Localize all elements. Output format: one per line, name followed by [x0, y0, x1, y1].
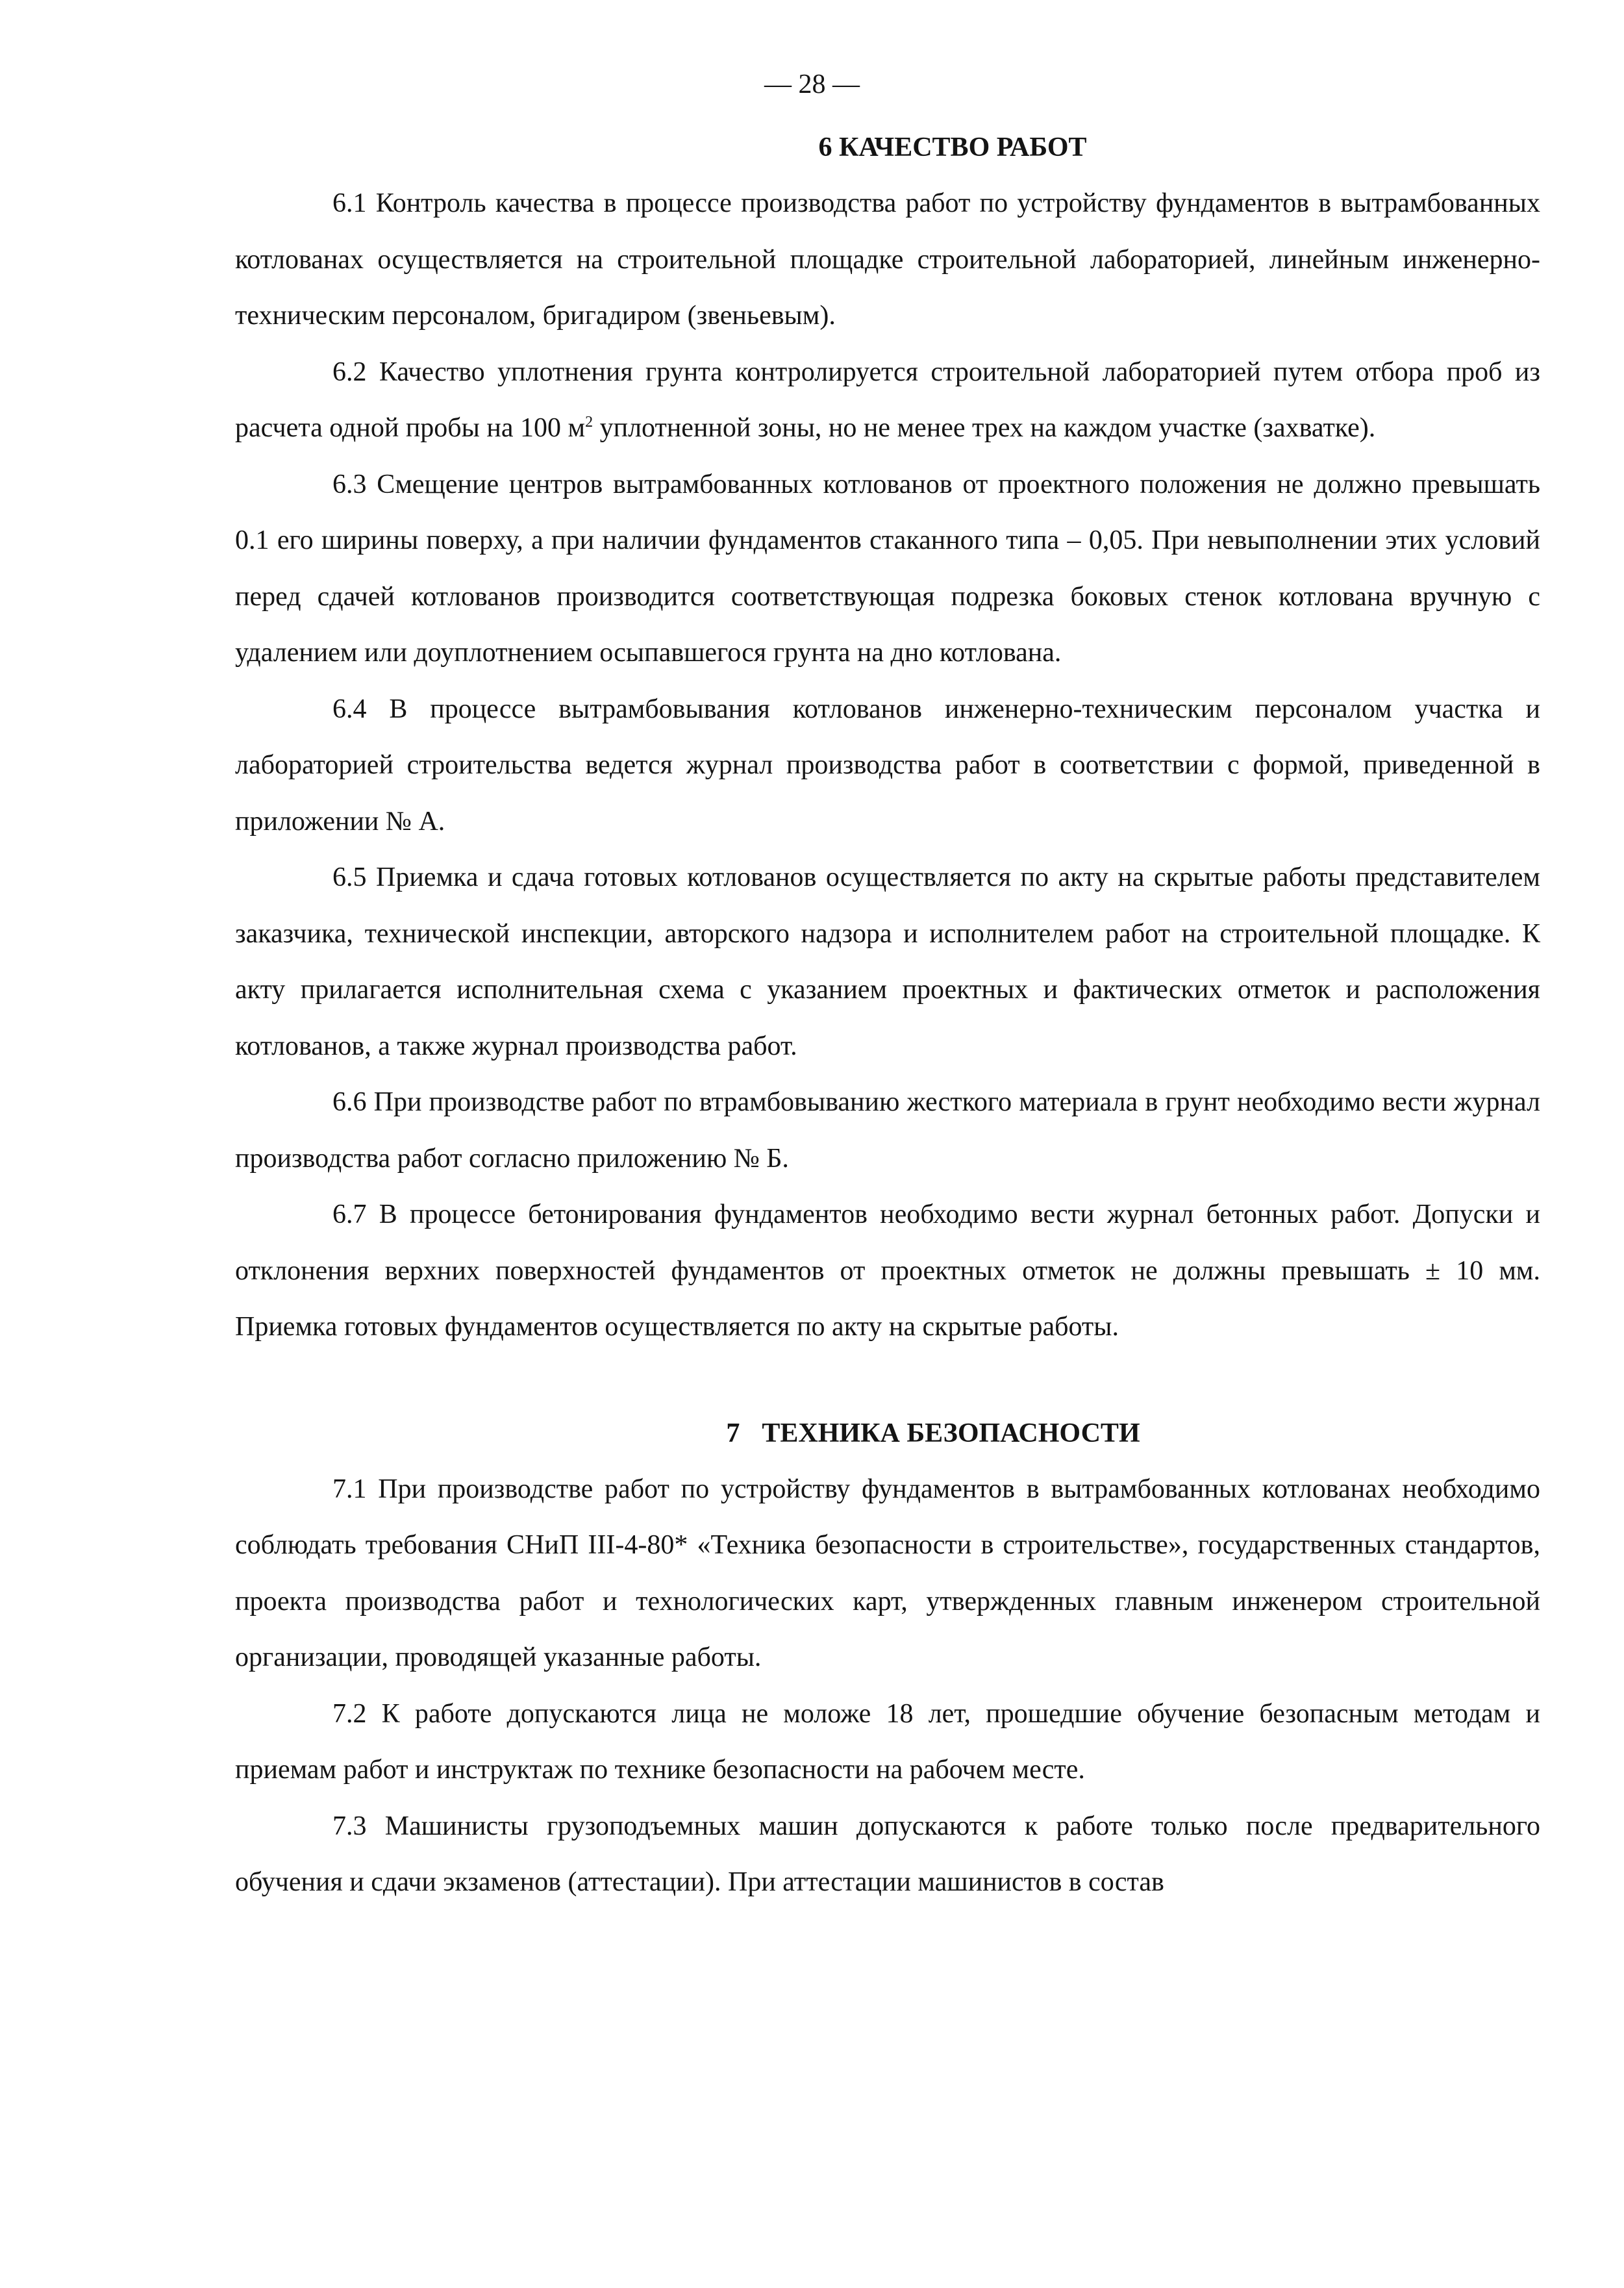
- page-content: [235, 120, 1540, 1911]
- paragraph-6-5: 6.5 Приемка и сдача готовых котлованов осуществляется по акту на скрытые работы представителем заказчика, технической инспекции, авторского надзора и исполнителем работ на строительной площадке. К акту прилагается исполнительная схема с указанием проектных и фактических отметок и расположения котлованов, а также журнал производства работ.: [235, 862, 1540, 1061]
- paragraph-7-1: 7.1 При производстве работ по устройству фундаментов в вытрамбованных котлованах необходимо соблюдать требования СНиП III-4-80* «Техника безопасности в строительстве», государственных стандартов, проекта производства работ и технологических карт, утвержденных главным инженером строительной организации, проводящей указанные работы.: [235, 1474, 1540, 1672]
- superscript-square: 2: [585, 414, 593, 431]
- paragraph-6-2-text-start: 6.2 Качество уплотнения грунта контролируется строительной лабораторией путем отбора проб из расчета одной пробы на 100 м: [235, 357, 1540, 443]
- section-7-title-text: ТЕХНИКА БЕЗОПАСНОСТИ: [762, 1418, 1140, 1448]
- paragraph-6-1: 6.1 Контроль качества в процессе производства работ по устройству фундаментов в вытрамбованных котлованах осуществляется на строительной площадке строительной лабораторией, линейным инженерно-техническим персоналом, бригадиром (звеньевым).: [235, 188, 1540, 331]
- paragraph-6-3: 6.3 Смещение центров вытрамбованных котлованов от проектного положения не должно превышать 0.1 его ширины поверху, а при наличии фундаментов стаканного типа – 0,05. При невыполнении этих условий перед сдачей котлованов производится соответствующая подрезка боковых стенок котлована вручную с удалением или доуплотнением осыпавшегося грунта на дно котлована.: [235, 469, 1540, 668]
- paragraph-7-3: 7.3 Машинисты грузоподъемных машин допускаются к работе только после предварительного обучения и сдачи экзаменов (аттестации). При аттестации машинистов в состав: [235, 1811, 1540, 1897]
- paragraph-6-2: [235, 344, 1540, 457]
- paragraph-6-6: 6.6 При производстве работ по втрамбовыванию жесткого материала в грунт необходимо вести журнал производства работ согласно приложению № Б.: [235, 1087, 1540, 1174]
- paragraph-6-2-text-end: уплотненной зоны, но не менее трех на каждом участке (захватке).: [593, 413, 1376, 443]
- section-7-title: [326, 1406, 1540, 1461]
- section-7-number: 7: [726, 1418, 740, 1448]
- page-number: — 28 —: [764, 69, 860, 99]
- section-6-title: 6 КАЧЕСТВО РАБОТ: [818, 132, 1087, 162]
- paragraph-6-7: 6.7 В процессе бетонирования фундаментов необходимо вести журнал бетонных работ. Допуски и отклонения верхних поверхностей фундаментов от проектных отметок не должны превышать ± 10 мм. Приемка готовых фундаментов осуществляется по акту на скрытые работы.: [235, 1200, 1540, 1342]
- paragraph-7-2: 7.2 К работе допускаются лица не моложе 18 лет, прошедшие обучение безопасным методам и приемам работ и инструктаж по технике безопасности на рабочем месте.: [235, 1698, 1540, 1785]
- paragraph-6-4: 6.4 В процессе вытрамбовывания котлованов инженерно-техническим персоналом участка и лабораторией строительства ведется журнал производства работ в соответствии с формой, приведенной в приложении № А.: [235, 694, 1540, 836]
